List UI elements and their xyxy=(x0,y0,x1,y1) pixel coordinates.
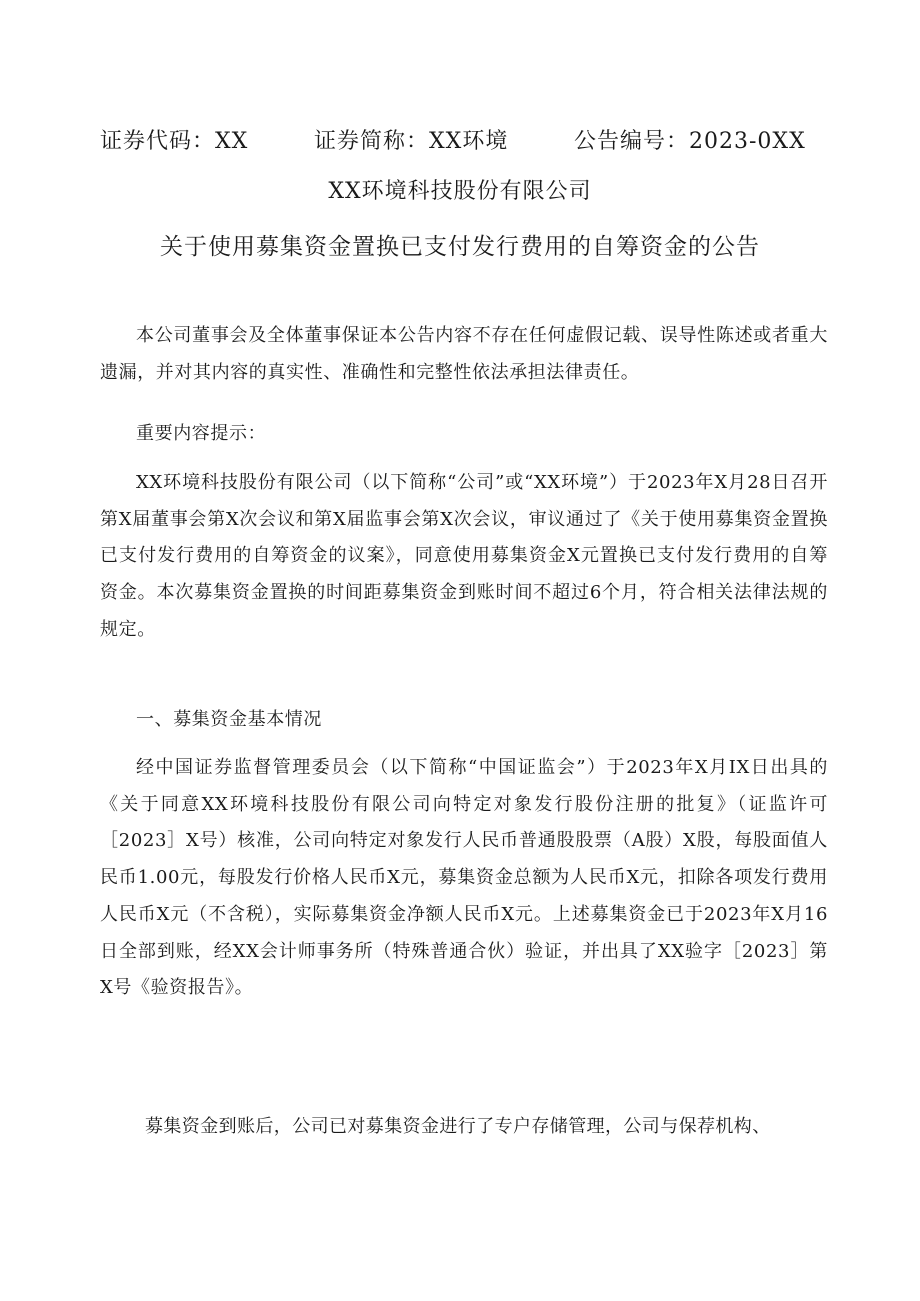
section-1-storage-paragraph: 募集资金到账后，公司已对募集资金进行了专户存储管理，公司与保荐机构、 xyxy=(145,1116,771,1137)
announcement-header xyxy=(100,124,840,164)
board-statement-paragraph: 本公司董事会及全体董事保证本公告内容不存在任何虚假记载、误导性陈述或者重大遗漏，并对其内容的真实性、准确性和完整性依法承担法律责任。 xyxy=(100,325,828,383)
announcement-number: 公告编号：2023-0XX xyxy=(574,129,806,154)
section-1-heading: 一、募集资金基本情况 xyxy=(136,709,322,730)
key-tips-paragraph: XX环境科技股份有限公司（以下简称“公司”或“XX环境”）于2023年X月28日召开第X届董事会第X次会议和第X届监事会第X次会议，审议通过了《关于使用募集资金置换已支付发行费用的自筹资金的议案》，同意使用募集资金X元置换已支付发行费用的自筹资金。本次募集资金置换的时间距募集资金到账时间不超过6个月，符合相关法律法规的规定。 xyxy=(100,472,828,640)
section-1-paragraph: 经中国证券监督管理委员会（以下简称“中国证监会”）于2023年X月IX日出具的《关于同意XX环境科技股份有限公司向特定对象发行股份注册的批复》（证监许可［2023］X号）核准，公司向特定对象发行人民币普通股股票（A股）X股，每股面值人民币1.00元，每股发行价格人民币X元，募集资金总额为人民币X元，扣除各项发行费用人民币X元（不含税），实际募集资金净额人民币X元。上述募集资金已于2023年X月16日全部到账，经XX会计师事务所（特殊普通合伙）验证，并出具了XX验字［2023］第X号《验资报告》。 xyxy=(100,757,828,999)
security-code: 证券代码：XX xyxy=(100,129,249,154)
key-tips-heading: 重要内容提示： xyxy=(136,423,267,444)
company-name: XX环境科技股份有限公司 xyxy=(328,179,592,204)
document-title: 关于使用募集资金置换已支付发行费用的自筹资金的公告 xyxy=(160,234,760,260)
security-abbreviation: 证券简称：XX环境 xyxy=(314,129,509,154)
